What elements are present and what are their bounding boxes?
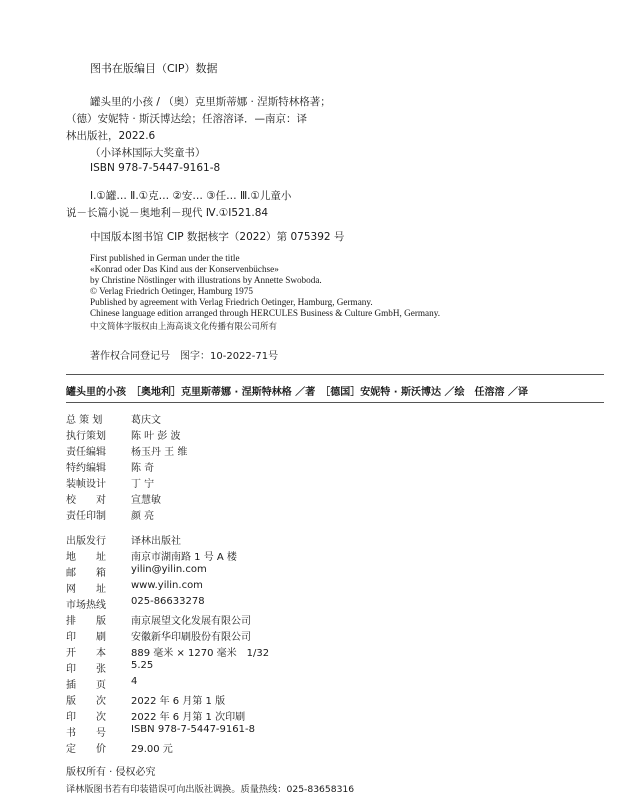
pub-label: 版 次 [66,696,106,707]
pub-label: 定 价 [66,744,106,755]
quality-hotline: 译林版图书若有印装错误可向出版社调换。质量热线：025-83658316 [66,784,355,795]
pub-label: 印 次 [66,712,106,723]
original-line: Chinese language edition arranged through HERCULES Business & Culture GmbH, Germany. [90,308,440,318]
original-line: by Christine Nöstlinger with illustrations by Annette Swoboda. [90,275,322,285]
pub-label: 印 张 [66,664,106,675]
copyright-registration: 著作权合同登记号 图字：10-2022-71号 [90,351,279,362]
credit-value: 杨玉丹 王 维 [131,447,188,458]
credit-value: 丁 宁 [131,479,155,490]
title-divider [66,402,604,403]
pub-value: 南京展望文化发展有限公司 [131,616,251,627]
credit-value: 颜 亮 [131,511,155,522]
pub-label: 开 本 [66,648,106,659]
cip-classification: 说－长篇小说－奥地利－现代 Ⅳ.①I521.84 [66,207,269,219]
pub-value: ISBN 978-7-5447-9161-8 [131,724,255,735]
pub-value: 29.00 元 [131,744,173,755]
credit-value: 陈 叶 彭 波 [131,431,181,442]
pub-label: 网 址 [66,584,106,595]
pub-label: 邮 箱 [66,568,106,579]
pub-value: 4 [131,676,138,687]
credit-value: 宣慧敏 [131,495,161,506]
credit-label: 特约编辑 [66,463,106,474]
credit-label: 责任编辑 [66,447,106,458]
cip-line: 林出版社，2022.6 [66,130,156,142]
pub-label: 印 刷 [66,632,106,643]
cip-classification: Ⅰ.①罐… Ⅱ.①克… ②安… ③任… Ⅲ.①儿童小 [90,190,292,202]
title-credit-line: 罐头里的小孩 ［奥地利］克里斯蒂娜 · 涅斯特林格 ／著 ［德国］安妮特 · 斯沃博达 ／绘 任溶溶 ／译 [66,387,528,398]
credit-label: 总 策 划 [66,415,103,426]
original-line: © Verlag Friedrich Oetinger, Hamburg 1975 [90,286,253,296]
credit-value: 陈 奇 [131,463,155,474]
top-divider [66,374,604,375]
pub-value: 2022 年 6 月第 1 版 [131,696,226,707]
pub-label: 插 页 [66,680,106,691]
cip-heading: 图书在版编目（CIP）数据 [90,62,218,75]
pub-label: 书 号 [66,728,106,739]
chinese-rights: 中文简体字版权由上海高谈文化传播有限公司所有 [90,322,278,332]
pub-label: 市场热线 [66,600,106,611]
pub-value: 南京市湖南路 1 号 A 楼 [131,552,237,563]
pub-value: 2022 年 6 月第 1 次印刷 [131,712,246,723]
original-line: «Konrad oder Das Kind aus der Konservenbüchse» [90,264,279,274]
pub-value: 安徽新华印刷股份有限公司 [131,632,251,643]
pub-value: 889 毫米 × 1270 毫米 1/32 [131,648,270,659]
cip-number: 中国版本图书馆 CIP 数据核字（2022）第 075392 号 [90,231,345,243]
credit-value: 葛庆文 [131,415,161,426]
credit-label: 责任印制 [66,511,106,522]
rights-notice: 版权所有 · 侵权必究 [66,767,156,778]
pub-label: 排 版 [66,616,106,627]
cip-line: （小译林国际大奖童书） [90,147,206,159]
credit-label: 校 对 [66,495,106,506]
cip-line: （德）安妮特 · 斯沃博达绘；任溶溶译．—南京：译 [66,113,308,125]
pub-value: 5.25 [131,660,154,671]
original-line: Published by agreement with Verlag Friedrich Oetinger, Hamburg, Germany. [90,297,373,307]
cip-line: 罐头里的小孩 / （奥）克里斯蒂娜 · 涅斯特林格著； [90,96,331,108]
cip-isbn: ISBN 978-7-5447-9161-8 [90,162,221,174]
pub-label: 出版发行 [66,536,106,547]
original-line: First published in German under the title [90,253,240,263]
pub-value: yilin@yilin.com [131,564,207,575]
pub-label: 地 址 [66,552,106,563]
pub-value: www.yilin.com [131,580,203,591]
pub-value: 译林出版社 [131,536,181,547]
credit-label: 执行策划 [66,431,106,442]
pub-value: 025-86633278 [131,596,205,607]
credit-label: 装帧设计 [66,479,106,490]
